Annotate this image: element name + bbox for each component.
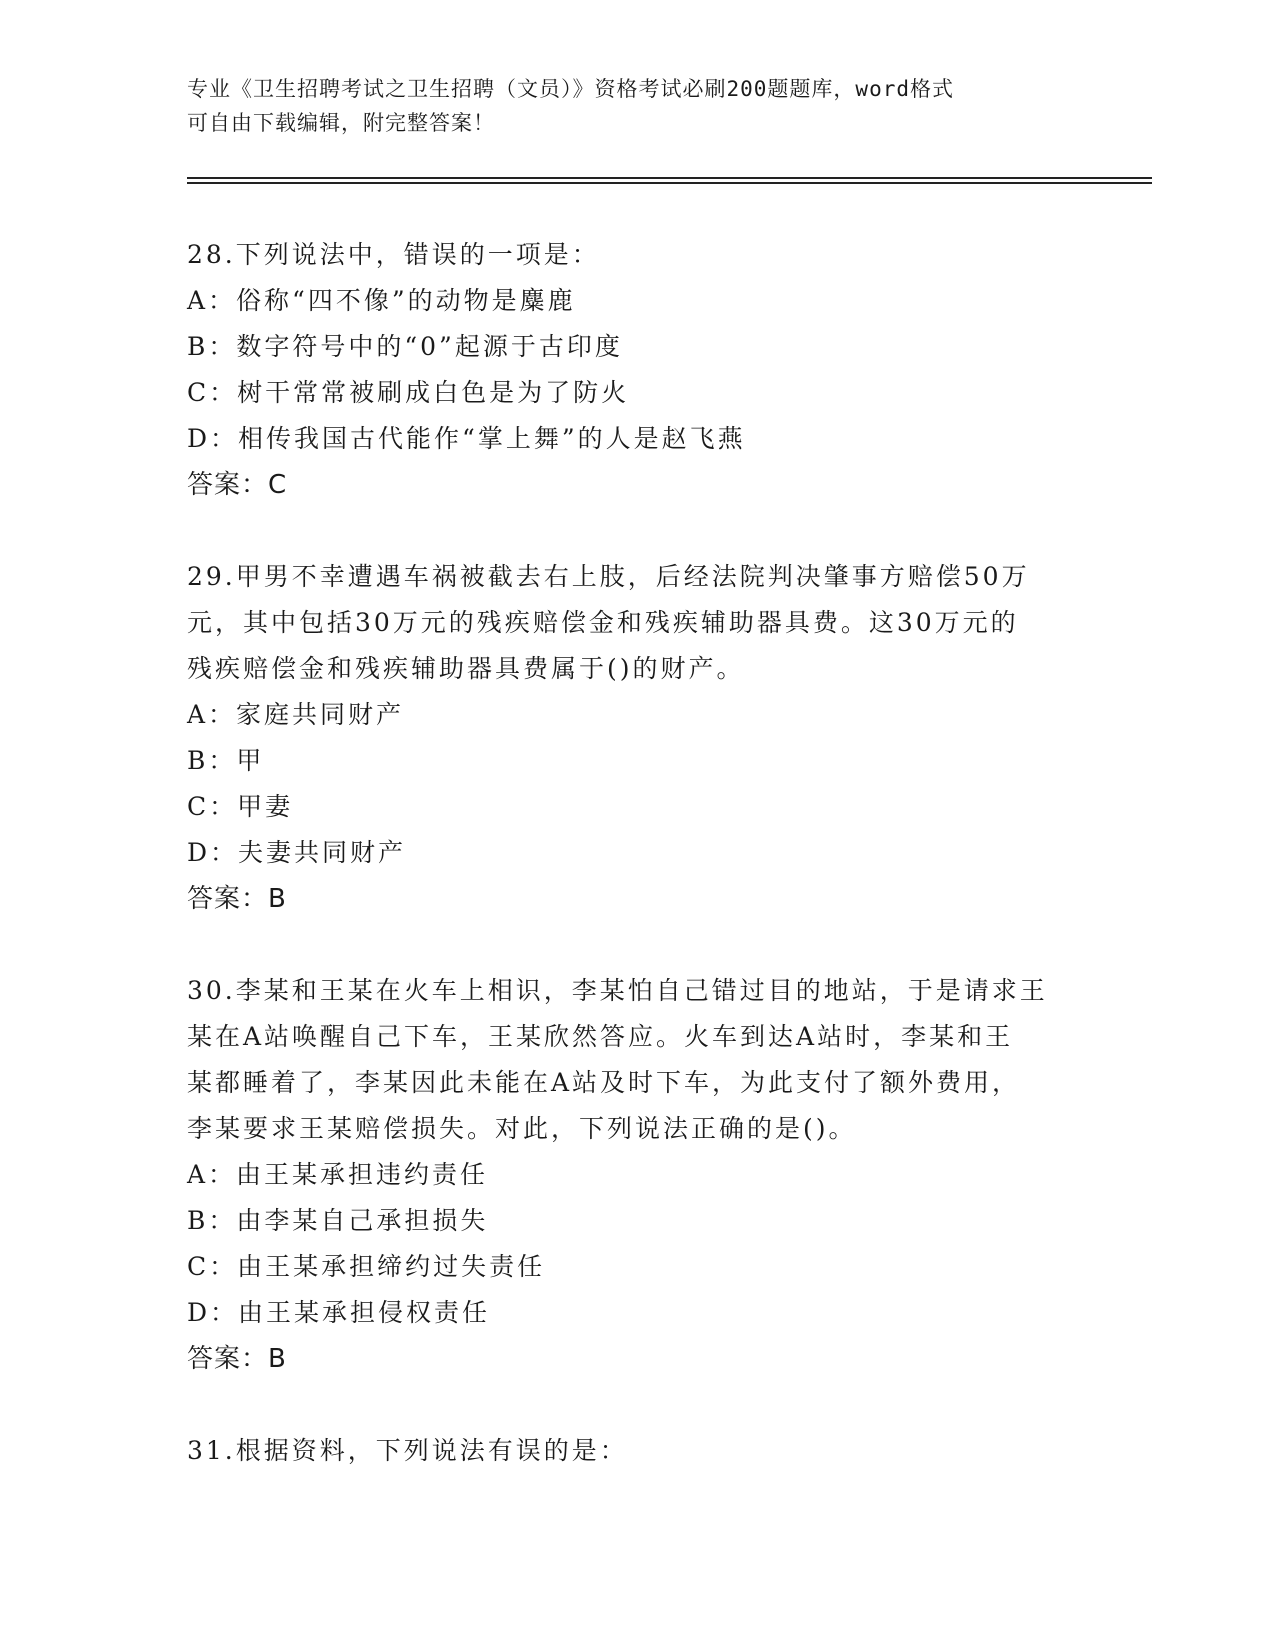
option-d: D：相传我国古代能作“掌上舞”的人是赵飞燕: [187, 424, 746, 453]
question-stem-line-3: 残疾赔偿金和残疾辅助器具费属于()的财产。: [187, 654, 745, 683]
header-rule-top: [187, 177, 1152, 179]
answer: 答案：B: [187, 1344, 287, 1374]
question-30: [187, 968, 1077, 1382]
question-stem-line-2: 元，其中包括30万元的残疾赔偿金和残疾辅助器具费。这30万元的: [187, 608, 1019, 637]
question-stem-line-1: 29.甲男不幸遭遇车祸被截去右上肢，后经法院判决肇事方赔偿50万: [187, 562, 1030, 591]
question-stem: 28.下列说法中，错误的一项是：: [187, 240, 600, 269]
option-c: C：由王某承担缔约过失责任: [187, 1252, 546, 1281]
option-a: A：俗称“四不像”的动物是麋鹿: [187, 286, 576, 315]
question-stem-line-2: 某在A站唤醒自己下车，王某欣然答应。火车到达A站时，李某和王: [187, 1022, 1014, 1051]
option-c: C：树干常常被刷成白色是为了防火: [187, 378, 630, 407]
question-28: [187, 232, 1077, 508]
option-d: D：由王某承担侵权责任: [187, 1298, 491, 1327]
option-b: B：数字符号中的“0”起源于古印度: [187, 332, 623, 361]
option-b: B：由李某自己承担损失: [187, 1206, 489, 1235]
header-line-1: 专业《卫生招聘考试之卫生招聘（文员）》资格考试必刷200题题库，word格式: [187, 77, 954, 101]
question-stem: 31.根据资料，下列说法有误的是：: [187, 1436, 628, 1465]
option-b: B：甲: [187, 746, 265, 775]
question-stem-line-3: 某都睡着了，李某因此未能在A站及时下车，为此支付了额外费用，: [187, 1068, 1021, 1097]
document-header: [187, 72, 1067, 140]
option-a: A：家庭共同财产: [187, 700, 405, 729]
header-rule-bottom: [187, 182, 1152, 184]
question-stem-line-1: 30.李某和王某在火车上相识，李某怕自己错过目的地站，于是请求王: [187, 976, 1048, 1005]
question-31: [187, 1428, 1077, 1474]
question-list: [187, 232, 1077, 1474]
option-d: D：夫妻共同财产: [187, 838, 407, 867]
answer: 答案：C: [187, 470, 288, 500]
option-a: A：由王某承担违约责任: [187, 1160, 489, 1189]
answer: 答案：B: [187, 884, 287, 914]
question-29: [187, 554, 1077, 922]
option-c: C：甲妻: [187, 792, 294, 821]
question-stem-line-4: 李某要求王某赔偿损失。对此，下列说法正确的是()。: [187, 1114, 857, 1143]
header-line-2: 可自由下载编辑，附完整答案！: [187, 111, 495, 135]
